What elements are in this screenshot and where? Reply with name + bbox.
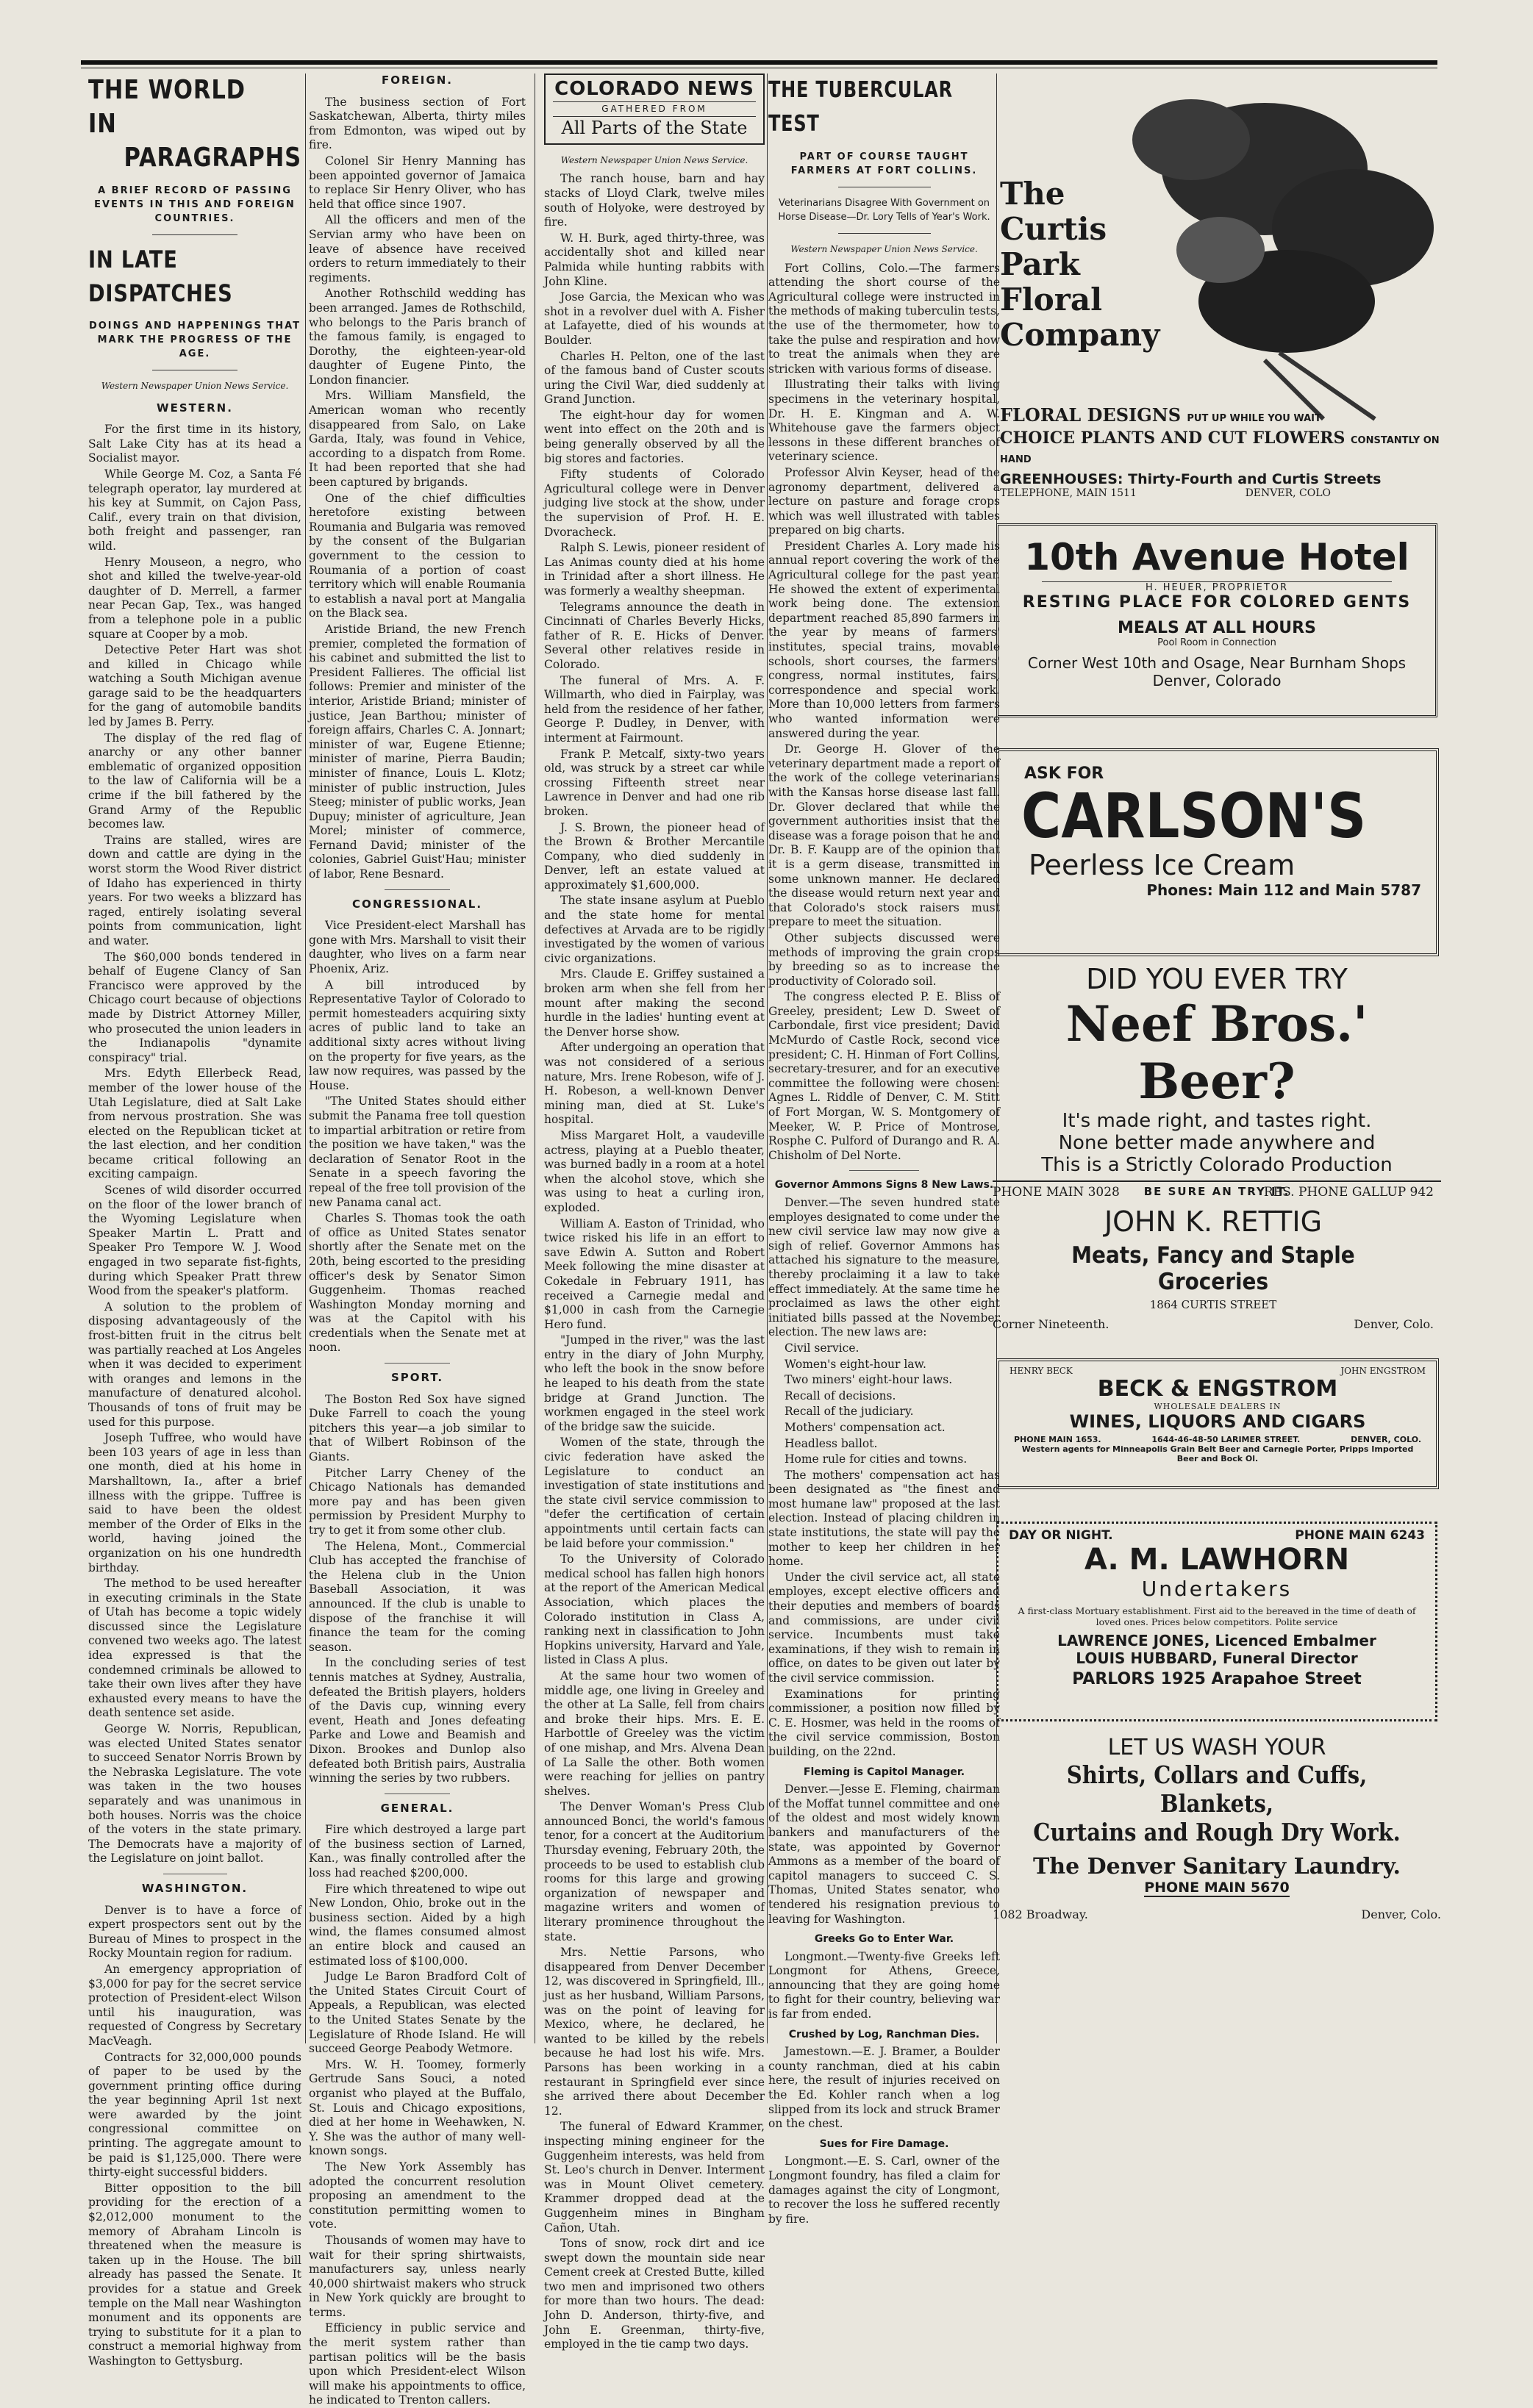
paragraph: William A. Easton of Trinidad, who twice risked his life in an effort to save Edwin A. Sutton and Robert Meek following the mine disaster at Cokedale in February 1911, has received a Carnegie medal and $1,000 in cash from the Carnegie Hero fund. <box>544 1216 765 1331</box>
phones: Phones: Main 112 and Main 5787 <box>1146 881 1421 899</box>
divider <box>385 889 450 890</box>
article-body <box>544 172 765 2351</box>
paragraph: Fire which destroyed a large part of the business section of Larned, Kan., was finally controlled after the loss had reached $200,000. <box>309 1823 526 1880</box>
paragraph: Mrs. Nettie Parsons, who disappeared from Denver December 12, was discovered in Springfield, Ill., just as her husband, William Parsons, was on the point of leaving for Mexico, where, he declared, he wanted to be killed by the rebels because he had lost his wife. Mrs. Parsons has been working in a restaurant in Springfield ever since she arrived there about December 12. <box>544 1946 765 2118</box>
paragraph: Scenes of wild disorder occurred on the floor of the lower branch of the Wyoming Legislature when Speaker Martin L. Pratt and Speaker Pro Tempore W. J. Wood engaged in two separate fist-fights, during which Speaker Pratt threw Wood from the speaker's platform. <box>88 1183 301 1298</box>
title-line: Park <box>1000 246 1080 282</box>
paragraph: The mothers' compensation act has been designated as "the finest and most humane law" proposed at the last election. Instead of placing children in state institutions, the state will pay the mother to keep her children in her home. <box>768 1468 1000 1569</box>
groceries-line: Meats, Fancy and Staple Groceries <box>1071 1242 1355 1295</box>
headline-late-dispatches: IN LATE DISPATCHES <box>88 246 233 307</box>
paragraph: George W. Norris, Republican, was elected United States senator to succeed Senator Norris Brown by the Nebraska Legislature. The vote was taken in the two houses separately and was unanimous in both houses. Norris was the choice of the voters in the state primary. The Democrats have a majority of the Legislature on joint ballot. <box>88 1722 301 1866</box>
agents: Western agents for Minneapolis Grain Belt Beer and Carnegie Porter, Pripps Imported Beer and Bock Ol. <box>1021 1444 1414 1463</box>
banner-title-2: All Parts of the State <box>561 118 748 139</box>
divider <box>152 234 237 235</box>
pool-room: Pool Room in Connection <box>1157 637 1276 648</box>
paragraph: J. S. Brown, the pioneer head of the Brown & Brother Mercantile Company, who died suddenly in Denver, left an estate valued at approximately $1,600,000. <box>544 820 765 892</box>
ad-carlsons-ice-cream <box>996 748 1439 956</box>
paragraph: Detective Peter Hart was shot and killed in Chicago while watching a South Michigan avenue garage said to be the headquarters for the gang of automobile bandits led by James B. Perry. <box>88 643 301 729</box>
section-washington: WASHINGTON. <box>141 1881 249 1895</box>
line: It's made right, and tastes right. <box>1062 1110 1372 1132</box>
divider <box>385 1363 450 1364</box>
paragraph: Mrs. Edyth Ellerbeck Read, member of the lower house of the Utah Legislature, died at Salt Lake from nervous prostration. She was elected on the Republican ticket at the last election, and her condition became critical following an exciting campaign. <box>88 1067 301 1181</box>
paragraph: A bill introduced by Representative Taylor of Colorado to permit homesteaders acquiring sixty acres of public land to take an additional sixty acres without living on the property for five years, as the law now requires, was passed by the House. <box>309 978 526 1092</box>
article-body <box>768 1950 1000 2022</box>
city: DENVER, COLO. <box>1351 1435 1421 1444</box>
phone: PHONE MAIN 3028 <box>993 1185 1120 1200</box>
address: 1864 CURTIS STREET <box>1149 1298 1277 1311</box>
ad-beck-engstrom <box>996 1358 1439 1489</box>
paragraph: One of the chief difficulties heretofore existing between Roumania and Bulgaria was removed by the consent of the Bulgarian government to the cession to Roumania of a portion of coast territory which will enable Roumania to establish a naval port at Mangalia on the Black sea. <box>309 491 526 620</box>
section-foreign: FOREIGN. <box>382 74 453 87</box>
paragraph: To the University of Colorado medical school has fallen high honors at the report of the American Medical Association, which places the Colorado institution in Class A, ranking next in classification to John Hopkins university, Harvard and Yale, listed in Class A plus. <box>544 1552 765 1667</box>
phone: PHONE MAIN 6243 <box>1295 1528 1425 1543</box>
paragraph: The New York Assembly has adopted the concurrent resolution proposing an amendment to the constitution permitting women to vote. <box>309 2160 526 2232</box>
paragraph: Judge Le Baron Bradford Colt of the United States Circuit Court of Appeals, a Republican, was elected to the United States Senate by the Legislature of Rhode Island. He will succeed George Peabody Wetmore. <box>309 1970 526 2056</box>
line: Shirts, Collars and Cuffs, Blankets, <box>1066 1760 1368 1818</box>
ad-lawhorn-undertakers <box>996 1522 1437 1721</box>
paragraph: President Charles A. Lory made his annual report covering the work of the Agricultural college for the past year. He showed the extent of experimental work being done. The extension department reached 85,890 farmers in the year by means of farmers' institutes, special trains, movable schools, short courses, the farmers' congress, normal institutes, fairs, correspondence and special work. More than 10,000 letters from farmers who wanted information were answered during the year. <box>768 539 1000 740</box>
paragraph: Ralph S. Lewis, pioneer resident of Las Animas county died at his home in Trinidad after a short illness. He was formerly a wealthy sheepman. <box>544 541 765 598</box>
subhead-crushed: Crushed by Log, Ranchman Dies. <box>788 2028 980 2040</box>
section-western: WESTERN. <box>157 401 233 415</box>
paragraph: Mrs. Claude E. Griffey sustained a broken arm when she fell from her mount after making the second hurdle in the ladies' hunting event at the Denver horse show. <box>544 967 765 1039</box>
partner: HENRY BECK <box>1010 1366 1073 1376</box>
proprietor: H. HEUER, PROPRIETOR <box>1042 581 1391 593</box>
paragraph: Efficiency in public service and the merit system rather than partisan politics will be the basis upon which President-elect Wilson will make his appointments to office, he indicated to Trenton callers. <box>309 2321 526 2407</box>
greenhouses: GREENHOUSES: Thirty-Fourth and Curtis Streets <box>1000 471 1382 487</box>
article-body <box>768 2045 1000 2132</box>
paragraph: The eight-hour day for women went into effect on the 20th and is being generally observed by all the big stores and factories. <box>544 408 765 465</box>
paragraph: Contracts for 32,000,000 pounds of paper to be used by the government printing office during the year beginning April 1st next were awarded by the joint congressional committee on printing. The aggregate amount to be paid is $1,125,000. There were thirty-eight successful bidders. <box>88 2050 301 2179</box>
be-sure: BE SURE AN TRY IT. <box>993 1180 1441 1198</box>
question: DID YOU EVER TRY <box>1086 963 1348 995</box>
paragraph: Denver.—The seven hundred state employes designated to come under the new civil service law may now give a sigh of relief. Governor Ammons has attached his signature to the measure, thereby proclaiming it a law to take effect immediately. At the same time he proclaimed as laws the other eight initiated bills passed at the November election. The new laws are: <box>768 1196 1000 1339</box>
paragraph: The $60,000 bonds tendered in behalf of Eugene Clancy of San Francisco were approved by the Chicago court because of objections made by District Attorney Miller, who prosecuted the union leaders in the Indianapolis "dynamite conspiracy" trial. <box>88 950 301 1064</box>
line: Curtains and Rough Dry Work. <box>1033 1818 1401 1846</box>
paragraph: Colonel Sir Henry Manning has been appointed governor of Jamaica to replace Sir Henry Oliver, who has held that office since 1907. <box>309 154 526 211</box>
paragraph: "Jumped in the river," was the last entry in the diary of John Murphy, who left the book in the snow before he leaped to his death from the state bridge at Grand Junction. The workmen engaged in the steel work of the bridge saw the suicide. <box>544 1333 765 1433</box>
column-divider <box>767 74 768 2043</box>
column-world-in-paragraphs <box>88 74 301 2368</box>
neef-name: Neef Bros.' Beer? <box>1065 995 1368 1110</box>
paragraph: Other subjects discussed were methods of improving the grain crops by breeding so as to increase the productivity of Colorado soil. <box>768 931 1000 988</box>
phone: TELEPHONE, MAIN 1511 <box>1000 487 1137 499</box>
title-line: The <box>1000 176 1065 212</box>
paragraph: Henry Mouseon, a negro, who shot and killed the twelve-year-old daughter of D. Merrell, a farmer near Pecan Gap, Tex., was hanged from a telephone pole in a public square at Cooper by a mob. <box>88 555 301 641</box>
masthead-rule-thick <box>81 60 1437 65</box>
paragraph: The display of the red flag of anarchy or any other banner emblematic of organized opposition to the law of California will be a crime if the bill fathered by the Grand Army of the Republic becomes law. <box>88 731 301 831</box>
address: 1082 Broadway. <box>993 1907 1088 1921</box>
line: None better made anywhere and <box>1058 1132 1376 1154</box>
paragraph: The Boston Red Sox have signed Duke Farrell to coach the young pitchers this year—a job similar to that of Wilbert Robinson of the Giants. <box>309 1392 526 1464</box>
paragraph: An emergency appropriation of $3,000 for pay for the secret service protection of President-elect Wilson until his inauguration, was requested of Congress by Secretary MacVeagh. <box>88 1962 301 2048</box>
ad-denver-sanitary-laundry <box>993 1735 1441 1921</box>
note: CONSTANTLY ON HAND <box>1000 435 1440 465</box>
phone: PHONE MAIN 5670 <box>1144 1880 1290 1896</box>
beck-name: BECK & ENGSTROM <box>1097 1376 1338 1402</box>
tagline: RESTING PLACE FOR COLORED GENTS <box>1022 593 1412 612</box>
paragraph: Charles S. Thomas took the oath of office as United States senator shortly after the Senate met on the 20th, being escorted to the presiding officer's desk by Senator Simon Guggenheim. Thomas reached Washington Monday morning and was at the Capitol with his credentials when the Senate met at noon. <box>309 1211 526 1355</box>
section-general: GENERAL. <box>380 1801 454 1815</box>
paragraph: Professor Alvin Keyser, head of the agronomy department, delivered a lecture on pasture and forage crops which was well illustrated with tables prepared on big charts. <box>768 465 1000 537</box>
article-body <box>309 1823 526 2408</box>
paragraph: Women's eight-hour law. <box>785 1357 926 1371</box>
undertakers: Undertakers <box>1141 1577 1293 1601</box>
article-body <box>768 262 1000 1164</box>
subhead-fleming: Fleming is Capitol Manager. <box>803 1766 965 1778</box>
paragraph: All the officers and men of the Servian army who have been on leave of absence have received orders to return immediately to their regiments. <box>309 213 526 284</box>
paragraph: W. H. Burk, aged thirty-three, was accidentally shot and killed near Palmida while hunting rabbits with John Kline. <box>544 231 765 288</box>
subhead-fire-damage: Sues for Fire Damage. <box>819 2138 949 2150</box>
paragraph: Under the civil service act, all state employes, except elective officers and their deputies and members of boards and commissions, are under civil service. Incumbents must take examinations, if they wish to remain in office, on dates to be given out later by the civil service commission. <box>768 1570 1000 1685</box>
description: A first-class Mortuary establishment. First aid to the bereaved in the time of death of loved ones. Prices below competitors. Polite service <box>1018 1605 1416 1627</box>
subhead-greeks: Greeks Go to Enter War. <box>814 1933 954 1946</box>
paragraph: While George M. Coz, a Santa Fé telegraph operator, lay murdered at his key at Summit, on Cajon Pass, Calif., every train on that division, both freight and passenger, ran wild. <box>88 467 301 553</box>
wire-credit: Western Newspaper Union News Service. <box>790 244 978 254</box>
title-line: Company <box>1000 317 1160 353</box>
ad-neef-bros-beer <box>993 963 1441 1198</box>
paragraph: The business section of Fort Saskatchewan, Alberta, thirty miles from Edmonton, was wiped out by fire. <box>309 95 526 152</box>
article-body <box>88 1904 301 2369</box>
day-or-night: DAY OR NIGHT. <box>1009 1528 1113 1543</box>
corner: Corner Nineteenth. <box>993 1317 1109 1331</box>
paragraph: Bitter opposition to the bill providing for the erection of a $2,012,000 monument to the memory of Abraham Lincoln is threatened when the measure is taken up in the House. The bill already has passed the Senate. It provides for a statue and Greek temple on the Mall near Washington monument and its opponents are trying to substitute for it a plan to construct a memorial highway from Washington to Gettysburg. <box>88 2181 301 2368</box>
paragraph: Two miners' eight-hour laws. <box>785 1373 953 1387</box>
partner: JOHN ENGSTROM <box>1340 1366 1426 1376</box>
phone: PHONE MAIN 1653. <box>1014 1435 1101 1444</box>
paragraph: Frank P. Metcalf, sixty-two years old, was struck by a street car while crossing Fifteenth street near Lawrence in Denver and had one rib broken. <box>544 747 765 818</box>
colorado-news-banner <box>544 74 765 145</box>
paragraph: Joseph Tuffree, who would have been 103 years of age in less than one month, died at his home in Marshalltown, Ia., after a brief illness with the grippe. Tuffree is said to have been the oldest member of the Order of Elks in the world, having joined the organization on his one hundredth birthday. <box>88 1431 301 1574</box>
paragraph: The method to be used hereafter in executing criminals in the State of Utah has become a topic widely discussed since the Legislature convened two weeks ago. The latest idea expressed is that the condemned criminals be allowed to take their own lives after they have exhausted every means to have the death sentence set aside. <box>88 1577 301 1720</box>
embalmer: LAWRENCE JONES, Licenced Embalmer <box>1057 1632 1376 1649</box>
article-body <box>768 2154 1000 2226</box>
subhead: DOINGS AND HAPPENINGS THAT MARK THE PROGRESS OF THE AGE. <box>88 320 301 359</box>
divider <box>838 233 931 234</box>
paragraph: In the concluding series of test tennis matches at Sydney, Australia, defeated the British players, holders of the Davis cup, winning every event, Heath and Jones defeating Parke and Lowe and Beamish and Dixon. Brookes and Dunlop also defeated both British pairs, Australia winning the series by two rubbers. <box>309 1656 526 1785</box>
paragraph: The Helena, Mont., Commercial Club has accepted the franchise of the Helena club in the Union Baseball Association, it was announced. If the club is unable to dispose of the franchise it will finance the team for the coming season. <box>309 1539 526 1654</box>
curtis-details <box>1000 404 1441 499</box>
paragraph: Headless ballot. <box>785 1436 878 1450</box>
res-phone: RES. PHONE GALLUP 942 <box>1263 1185 1434 1200</box>
paragraph: After undergoing an operation that was not considered of a serious nature, Mrs. Irene Robeson, wife of J. H. Robeson, a well-known Denver mining man, died at St. Luke's hospital. <box>544 1041 765 1127</box>
paragraph: Denver is to have a force of expert prospectors sent out by the Bureau of Mines to prospect in the Rocky Mountain region for radium. <box>88 1903 301 1960</box>
article-body <box>309 1393 526 1786</box>
paragraph: Telegrams announce the death in Cincinnati of Charles Beverly Hicks, father of R. E. Hicks of Denver. Several other relatives reside in Colorado. <box>544 600 765 671</box>
paragraph: Mrs. William Mansfield, the American woman who recently disappeared from Salo, on Lake Garda, Italy, was found in Vehice, according to a dispatch from Rome. It had been reported that she had been captured by brigands. <box>309 389 526 490</box>
article-body <box>768 1196 1000 1760</box>
wire-credit: Western Newspaper Union News Service. <box>101 381 289 391</box>
parlors: PARLORS 1925 Arapahoe Street <box>1072 1670 1362 1688</box>
paragraph: Pitcher Larry Cheney of the Chicago Nationals has demanded more pay and has been given permission by President Murphy to try to get it from some other club. <box>309 1466 526 1537</box>
wholesale: WHOLESALE DEALERS IN <box>1154 1402 1282 1411</box>
note: PUT UP WHILE YOU WAIT <box>1187 413 1321 424</box>
paragraph: At the same hour two women of middle age, one living in Greeley and the other at La Salle, fell from chairs and broke their hips. Mrs. E. E. Harbottle of Greeley was the victim of one mishap, and Mrs. Alvena Dean of La Salle the other. Both women were reaching for jellies on pantry shelves. <box>544 1669 765 1798</box>
banner-sub: GATHERED FROM <box>553 101 756 118</box>
paragraph: Mrs. W. H. Toomey, formerly Gertrude Sans Souci, a noted organist who played at the Buffalo, St. Louis and Chicago expositions, died at her home in Weehawken, N. Y. She was the author of many well-known songs. <box>309 2057 526 2158</box>
wire-credit: Western Newspaper Union News Service. <box>560 154 748 165</box>
city: Denver, Colo. <box>1354 1317 1434 1331</box>
paragraph: The state insane asylum at Pueblo and the state home for mental defectives at Arvada are to be rigidly investigated by the women of various civic organizations. <box>544 894 765 965</box>
paragraph: Women of the state, through the civic federation have asked the Legislature to conduct an investigation of state institutions and the state civil service commission to "defer the certification of certain appointments until certain facts can be laid before your commission." <box>544 1436 765 1550</box>
paragraph: Charles H. Pelton, one of the last of the famous band of Custer scouts uring the Civil War, died suddenly at Grand Junction. <box>544 349 765 406</box>
paragraph: Dr. George H. Glover of the veterinary department made a report of the work of the college veterinarians with the Kansas horse disease last fall. Dr. Glover declared that while the government authorities insist that the disease was a forage poison that he and Dr. B. F. Kaupp are of the opinion that it is a germ disease, transmitted in some unknown manner. He declared the disease would return next year and that Colorado's stock raisers must prepare to meet the situation. <box>768 742 1000 929</box>
paragraph: Thousands of women may have to wait for their spring shirtwaists, manufacturers say, unless nearly 40,000 shirtwaist makers who struck in New York quickly are brought to terms. <box>309 2233 526 2319</box>
subhead-2: Veterinarians Disagree With Government on Horse Disease—Dr. Lory Tells of Year's Work. <box>778 198 990 223</box>
paragraph: Tons of snow, rock dirt and ice swept down the mountain side near Cement creek at Crested Butte, killed two men and imprisoned two others for more than two hours. The dead: John D. Anderson, thirty-five, and John E. Greenman, thirty-five, employed in the tie camp two days. <box>544 2237 765 2351</box>
paragraph: "The United States should either submit the Panama free toll question to impartial arbitration or retire from the position we have taken," was the declaration of Senator Root in the Senate in a speech favoring the repeal of the free toll provision of the new Panama canal act. <box>309 1094 526 1209</box>
meals: MEALS AT ALL HOURS <box>1118 619 1316 637</box>
paragraph: Jamestown.—E. J. Bramer, a Boulder county ranchman, died at his cabin here, the result of injuries received on the Ed. Kohler ranch when a log slipped from its lock and struck Bramer on the chest. <box>768 2045 1000 2131</box>
subhead: PART OF COURSE TAUGHT FARMERS AT FORT COLLINS. <box>790 151 978 176</box>
paragraph: Examinations for printing commissioner, a position now filled by C. E. Hosmer, was held in the rooms of the civil service commission, Boston building, on the 22nd. <box>768 1687 1000 1758</box>
ad-10th-avenue-hotel <box>996 523 1437 717</box>
headline-tubercular: THE TUBERCULAR TEST <box>768 77 953 137</box>
carlsons-name: CARLSON'S <box>1021 780 1367 852</box>
paragraph: Civil service. <box>785 1341 860 1355</box>
plants: CHOICE PLANTS AND CUT FLOWERS <box>1000 429 1346 448</box>
address: Corner West 10th and Osage, Near Burnham Shops <box>1027 654 1407 672</box>
funeral-director: LOUIS HUBBARD, Funeral Director <box>1076 1649 1358 1667</box>
laundry-name: The Denver Sanitary Laundry. <box>1032 1854 1401 1880</box>
title-line: Floral <box>1000 282 1103 318</box>
paragraph: Jose Garcia, the Mexican who was shot in a revolver duel with A. Fisher at Lafayette, died of his wounds at Boulder. <box>544 290 765 347</box>
paragraph: Longmont.—E. S. Carl, owner of the Longmont foundry, has filed a claim for damages against the city of Longmont, to recover the loss he suffered recently by fire. <box>768 2154 1000 2226</box>
ad-john-k-rettig <box>993 1185 1434 1331</box>
paragraph: The Denver Woman's Press Club announced Bonci, the world's famous tenor, for a concert at the Auditorium Thursday evening, February 20th, the proceeds to be used to establish club rooms for this large and growing organization of newspaper and magazine writers and women of literary prominence throughout the state. <box>544 1800 765 1943</box>
lawhorn-name: A. M. LAWHORN <box>1084 1543 1350 1577</box>
paragraph: A solution to the problem of disposing advantageously of the frost-bitten fruit in the citrus belt was partially reached at Los Angeles when it was decided to experiment with oranges and lemons in the manufacture of denatured alcohol. Thousands of tons of fruit may be used for this purpose. <box>88 1300 301 1429</box>
paragraph: Illustrating their talks with living specimens in the veterinary hospital, Dr. H. E. Kingman and A. W. Whitehouse gave the farmers object lessons in these different branches of veterinary science. <box>768 378 1000 464</box>
curtis-title <box>1000 176 1159 353</box>
paragraph: Fort Collins, Colo.—The farmers attending the short course of the Agricultural college were instructed in the methods of making tuberculin tests, the use of the thermometer, how to take the pulse and respiration and how to treat the animals when they are stricken with various forms of disease. <box>768 261 1000 376</box>
section-sport: SPORT. <box>390 1371 444 1385</box>
address: 1644-46-48-50 LARIMER STREET. <box>1151 1435 1301 1444</box>
floral-designs: FLORAL DESIGNS <box>1000 404 1182 426</box>
article-body <box>88 423 301 1866</box>
divider <box>849 1170 919 1171</box>
subhead: A BRIEF RECORD OF PASSING EVENTS IN THIS AND FOREIGN COUNTRIES. <box>94 185 296 224</box>
title-line: Curtis <box>1000 211 1107 247</box>
column-news <box>309 74 526 2407</box>
hotel-name: 10th Avenue Hotel <box>1024 536 1409 578</box>
paragraph: Trains are stalled, wires are down and cattle are dying in the worst storm the Wood River district of Idaho has experienced in thirty years. For two weeks a blizzard has raged, entirely isolating several points from communication, light and water. <box>88 833 301 947</box>
city: Denver, Colo. <box>1361 1907 1441 1921</box>
paragraph: Vice President-elect Marshall has gone with Mrs. Marshall to visit their daughter, who lives on a farm near Phoenix, Ariz. <box>309 919 526 976</box>
article-body <box>309 96 526 882</box>
city: Denver, Colorado <box>1152 672 1282 689</box>
headline-paragraphs: PARAGRAPHS <box>124 143 301 173</box>
paragraph: Recall of decisions. <box>785 1388 896 1402</box>
column-colorado-news <box>544 74 765 2351</box>
product: Peerless Ice Cream <box>1029 849 1296 881</box>
paragraph: Home rule for cities and towns. <box>785 1452 968 1466</box>
ad-curtis-park-floral <box>993 81 1441 499</box>
line: This is a Strictly Colorado Production <box>1041 1154 1393 1176</box>
paragraph: Fifty students of Colorado Agricultural college were in Denver judging live stock at the show, under the supervision of Prof. H. E. Dvoracheck. <box>544 467 765 539</box>
paragraph: The congress elected P. E. Bliss of Greeley, president; Lew D. Sweet of Carbondale, first vice president; David McMurdo of Castle Rock, second vice president; C. H. Hinman of Fort Collins, secretary-tresurer, and for an executive committee the following were chosen: Agnes L. Riddle of Denver, C. M. Stitt of Fort Morgan, W. S. Montgomery of Meeker, W. P. Price of Montrose, Rosphe C. Pulford of Durango and R. A. Chisholm of Del Norte. <box>768 990 1000 1162</box>
paragraph: The funeral of Edward Krammer, inspecting mining engineer for the Guggenheim interests, was held from St. Leo's church in Denver. Interment was in Mount Olivet cemetery. Krammer dropped dead at the Guggenheim mines in Bingham Cañon, Utah. <box>544 2120 765 2235</box>
paragraph: Denver.—Jesse E. Fleming, chairman of the Moffat tunnel committee and one of the oldest and most widely known bankers and manufacturers of the state, was appointed by Governor Ammons as a member of the board of capitol managers to succeed C. S. Thomas, United States senator, who tendered his resignation previous to leaving for Washington. <box>768 1782 1000 1926</box>
ask-for: ASK FOR <box>1024 764 1104 783</box>
wines: WINES, LIQUORS AND CIGARS <box>1069 1411 1366 1432</box>
city: DENVER, COLO <box>1245 487 1331 499</box>
paragraph: Miss Margaret Holt, a vaudeville actress, playing at a Pueblo theater, was burned badly in a room at a hotel when the alcohol stove, which she was using to heat a curling iron, exploded. <box>544 1128 765 1214</box>
section-congressional: CONGRESSIONAL. <box>351 897 483 911</box>
paragraph: For the first time in its history, Salt Lake City has at its head a Socialist mayor. <box>88 423 301 465</box>
subhead-ammons: Governor Ammons Signs 8 New Laws. <box>774 1179 994 1192</box>
paragraph: Longmont.—Twenty-five Greeks left Longmont for Athens, Greece, announcing that they are going home to fight for their country, believing war is far from ended. <box>768 1949 1000 2021</box>
article-body <box>309 919 526 1355</box>
paragraph: Mothers' compensation act. <box>785 1420 946 1434</box>
paragraph: The funeral of Mrs. A. F. Willmarth, who died in Fairplay, was held from the residence of her father, George P. Dudley, in Denver, with interment at Fairmount. <box>544 673 765 745</box>
rettig-name: JOHN K. RETTIG <box>1104 1205 1323 1238</box>
banner-title: COLORADO NEWS <box>554 78 754 100</box>
column-divider <box>305 74 306 2043</box>
paragraph: Recall of the judiciary. <box>785 1405 914 1419</box>
article-body <box>768 1782 1000 1927</box>
line: LET US WASH YOUR <box>1107 1735 1326 1760</box>
headline-world: THE WORLD IN <box>88 75 246 139</box>
column-tubercular-test <box>768 74 1000 2226</box>
paragraph: The ranch house, barn and hay stacks of Lloyd Clark, twelve miles south of Holyoke, were destroyed by fire. <box>544 172 765 229</box>
paragraph: Aristide Briand, the new French premier, completed the formation of his cabinet and submitted the list to President Fallieres. The official list follows: Premier and minister of the interior, Aristide Briand; minister of justice, Jean Barthou; minister of foreign affairs, Charles C. A. Jonnart; minister of war, Eugene Etienne; minister of marine, Pierra Baudin; minister of finance, Louis L. Klotz; minister of public instruction, Jules Steeg; minister of public works, Jean Dupuy; minister of agriculture, Jean Morel; minister of commerce, Fernand David; minister of the colonies, Gabriel Guist'Hau; minister of labor, Rene Besnard. <box>309 622 526 881</box>
paragraph: Fire which threatened to wipe out New London, Ohio, broke out in the business section. Aided by a high wind, the flames consumed almost an entire block and caused an estimated loss of $100,000. <box>309 1882 526 1968</box>
paragraph: Another Rothschild wedding has been arranged. James de Rothschild, who belongs to the Paris branch of the famous family, is engaged to Dorothy, the eighteen-year-old daughter of Eugene Pinto, the London financier. <box>309 287 526 387</box>
